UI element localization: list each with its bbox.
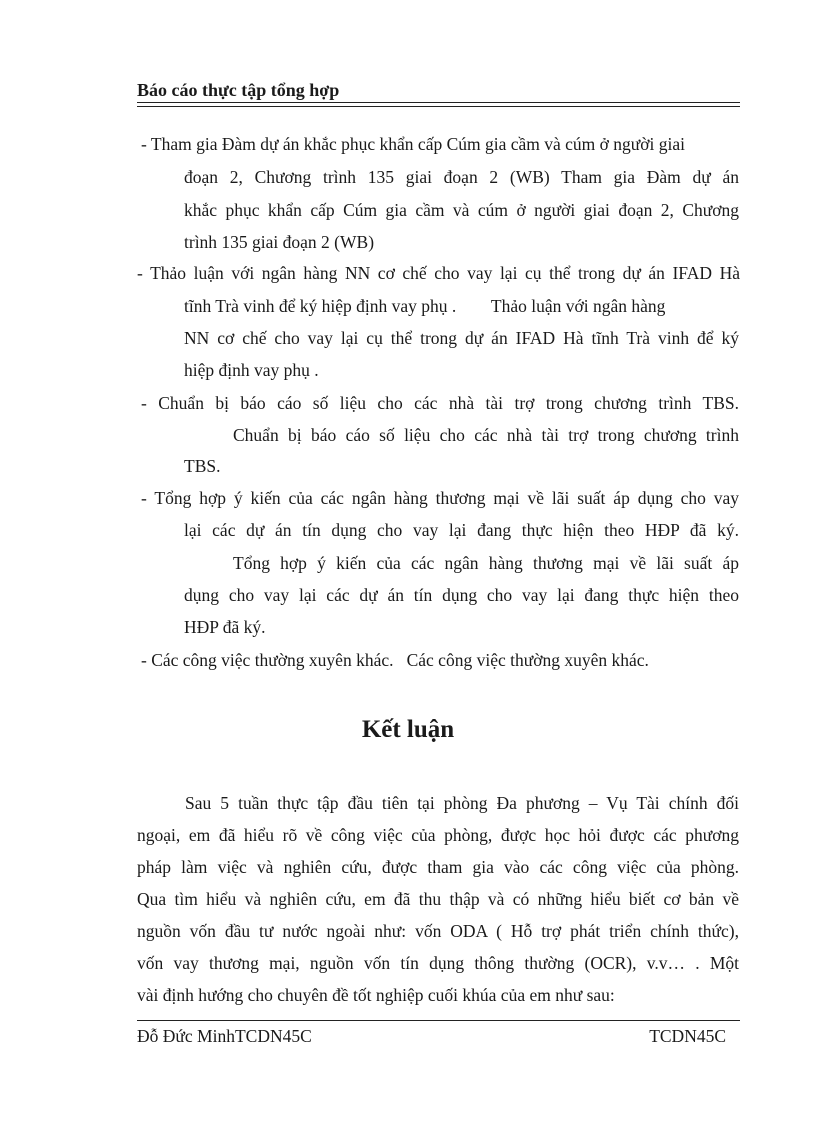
text-line: - Các công việc thường xuyên khác. Các công việc thường xuyên khác. <box>141 650 649 670</box>
text-line: vài định hướng cho chuyên đề tốt nghiệp cuối khúa của em như sau: <box>137 985 615 1005</box>
text-line: pháp làm việc và nghiên cứu, được tham gia vào các công việc của phòng. <box>137 857 739 877</box>
text-line: hiệp định vay phụ . <box>184 360 319 380</box>
text-line: nguồn vốn đầu tư nước ngoài như: vốn ODA ( Hỗ trợ phát triển chính thức), <box>137 921 739 941</box>
header-rule-top <box>137 102 740 103</box>
text-line: NN cơ chế cho vay lại cụ thể trong dự án IFAD Hà tĩnh Trà vinh để ký <box>184 328 739 348</box>
text-line: Chuẩn bị báo cáo số liệu cho các nhà tài trợ trong chương trình <box>233 425 739 445</box>
footer-rule <box>137 1020 740 1021</box>
text-line: Tổng hợp ý kiến của các ngân hàng thương mại về lãi suất áp <box>233 553 739 573</box>
text-line: - Chuẩn bị báo cáo số liệu cho các nhà tài trợ trong chương trình TBS. <box>141 393 739 413</box>
text-line: vốn vay thương mại, nguồn vốn tín dụng thông thường (OCR), v.v… . Một <box>137 953 739 973</box>
text-line: - Tham gia Đàm dự án khắc phục khẩn cấp Cúm gia cầm và cúm ở người giai <box>141 134 686 154</box>
text-line: khắc phục khẩn cấp Cúm gia cầm và cúm ở người giai đoạn 2, Chương <box>184 200 739 220</box>
section-heading: Kết luận <box>361 716 455 743</box>
header-rule-bottom <box>137 106 740 107</box>
text-line: tĩnh Trà vinh để ký hiệp định vay phụ . Thảo luận với ngân hàng <box>184 296 666 316</box>
text-line: ngoại, em đã hiểu rõ về công việc của phòng, được học hỏi được các phương <box>137 825 739 845</box>
text-line: đoạn 2, Chương trình 135 giai đoạn 2 (WB) Tham gia Đàm dự án <box>184 167 739 187</box>
page-header-title: Báo cáo thực tập tổng hợp <box>137 80 340 100</box>
text-line: trình 135 giai đoạn 2 (WB) <box>184 232 375 252</box>
text-line: - Thảo luận với ngân hàng NN cơ chế cho vay lại cụ thể trong dự án IFAD Hà <box>137 263 740 283</box>
text-line: TBS. <box>184 456 221 476</box>
text-line: - Tổng hợp ý kiến của các ngân hàng thương mại về lãi suất áp dụng cho vay <box>141 488 739 508</box>
text-line: dụng cho vay lại các dự án tín dụng cho vay lại đang thực hiện theo <box>184 585 739 605</box>
text-line: HĐP đã ký. <box>184 617 266 637</box>
text-line: Sau 5 tuần thực tập đầu tiên tại phòng Đa phương – Vụ Tài chính đối <box>185 793 739 813</box>
text-line: Qua tìm hiểu và nghiên cứu, em đã thu thập và có những hiểu biết cơ bản về <box>137 889 739 909</box>
footer-author: Đỗ Đức MinhTCDN45C <box>137 1026 312 1046</box>
text-line: lại các dự án tín dụng cho vay lại đang thực hiện theo HĐP đã ký. <box>184 520 739 540</box>
footer-class-code: TCDN45C <box>649 1026 726 1046</box>
